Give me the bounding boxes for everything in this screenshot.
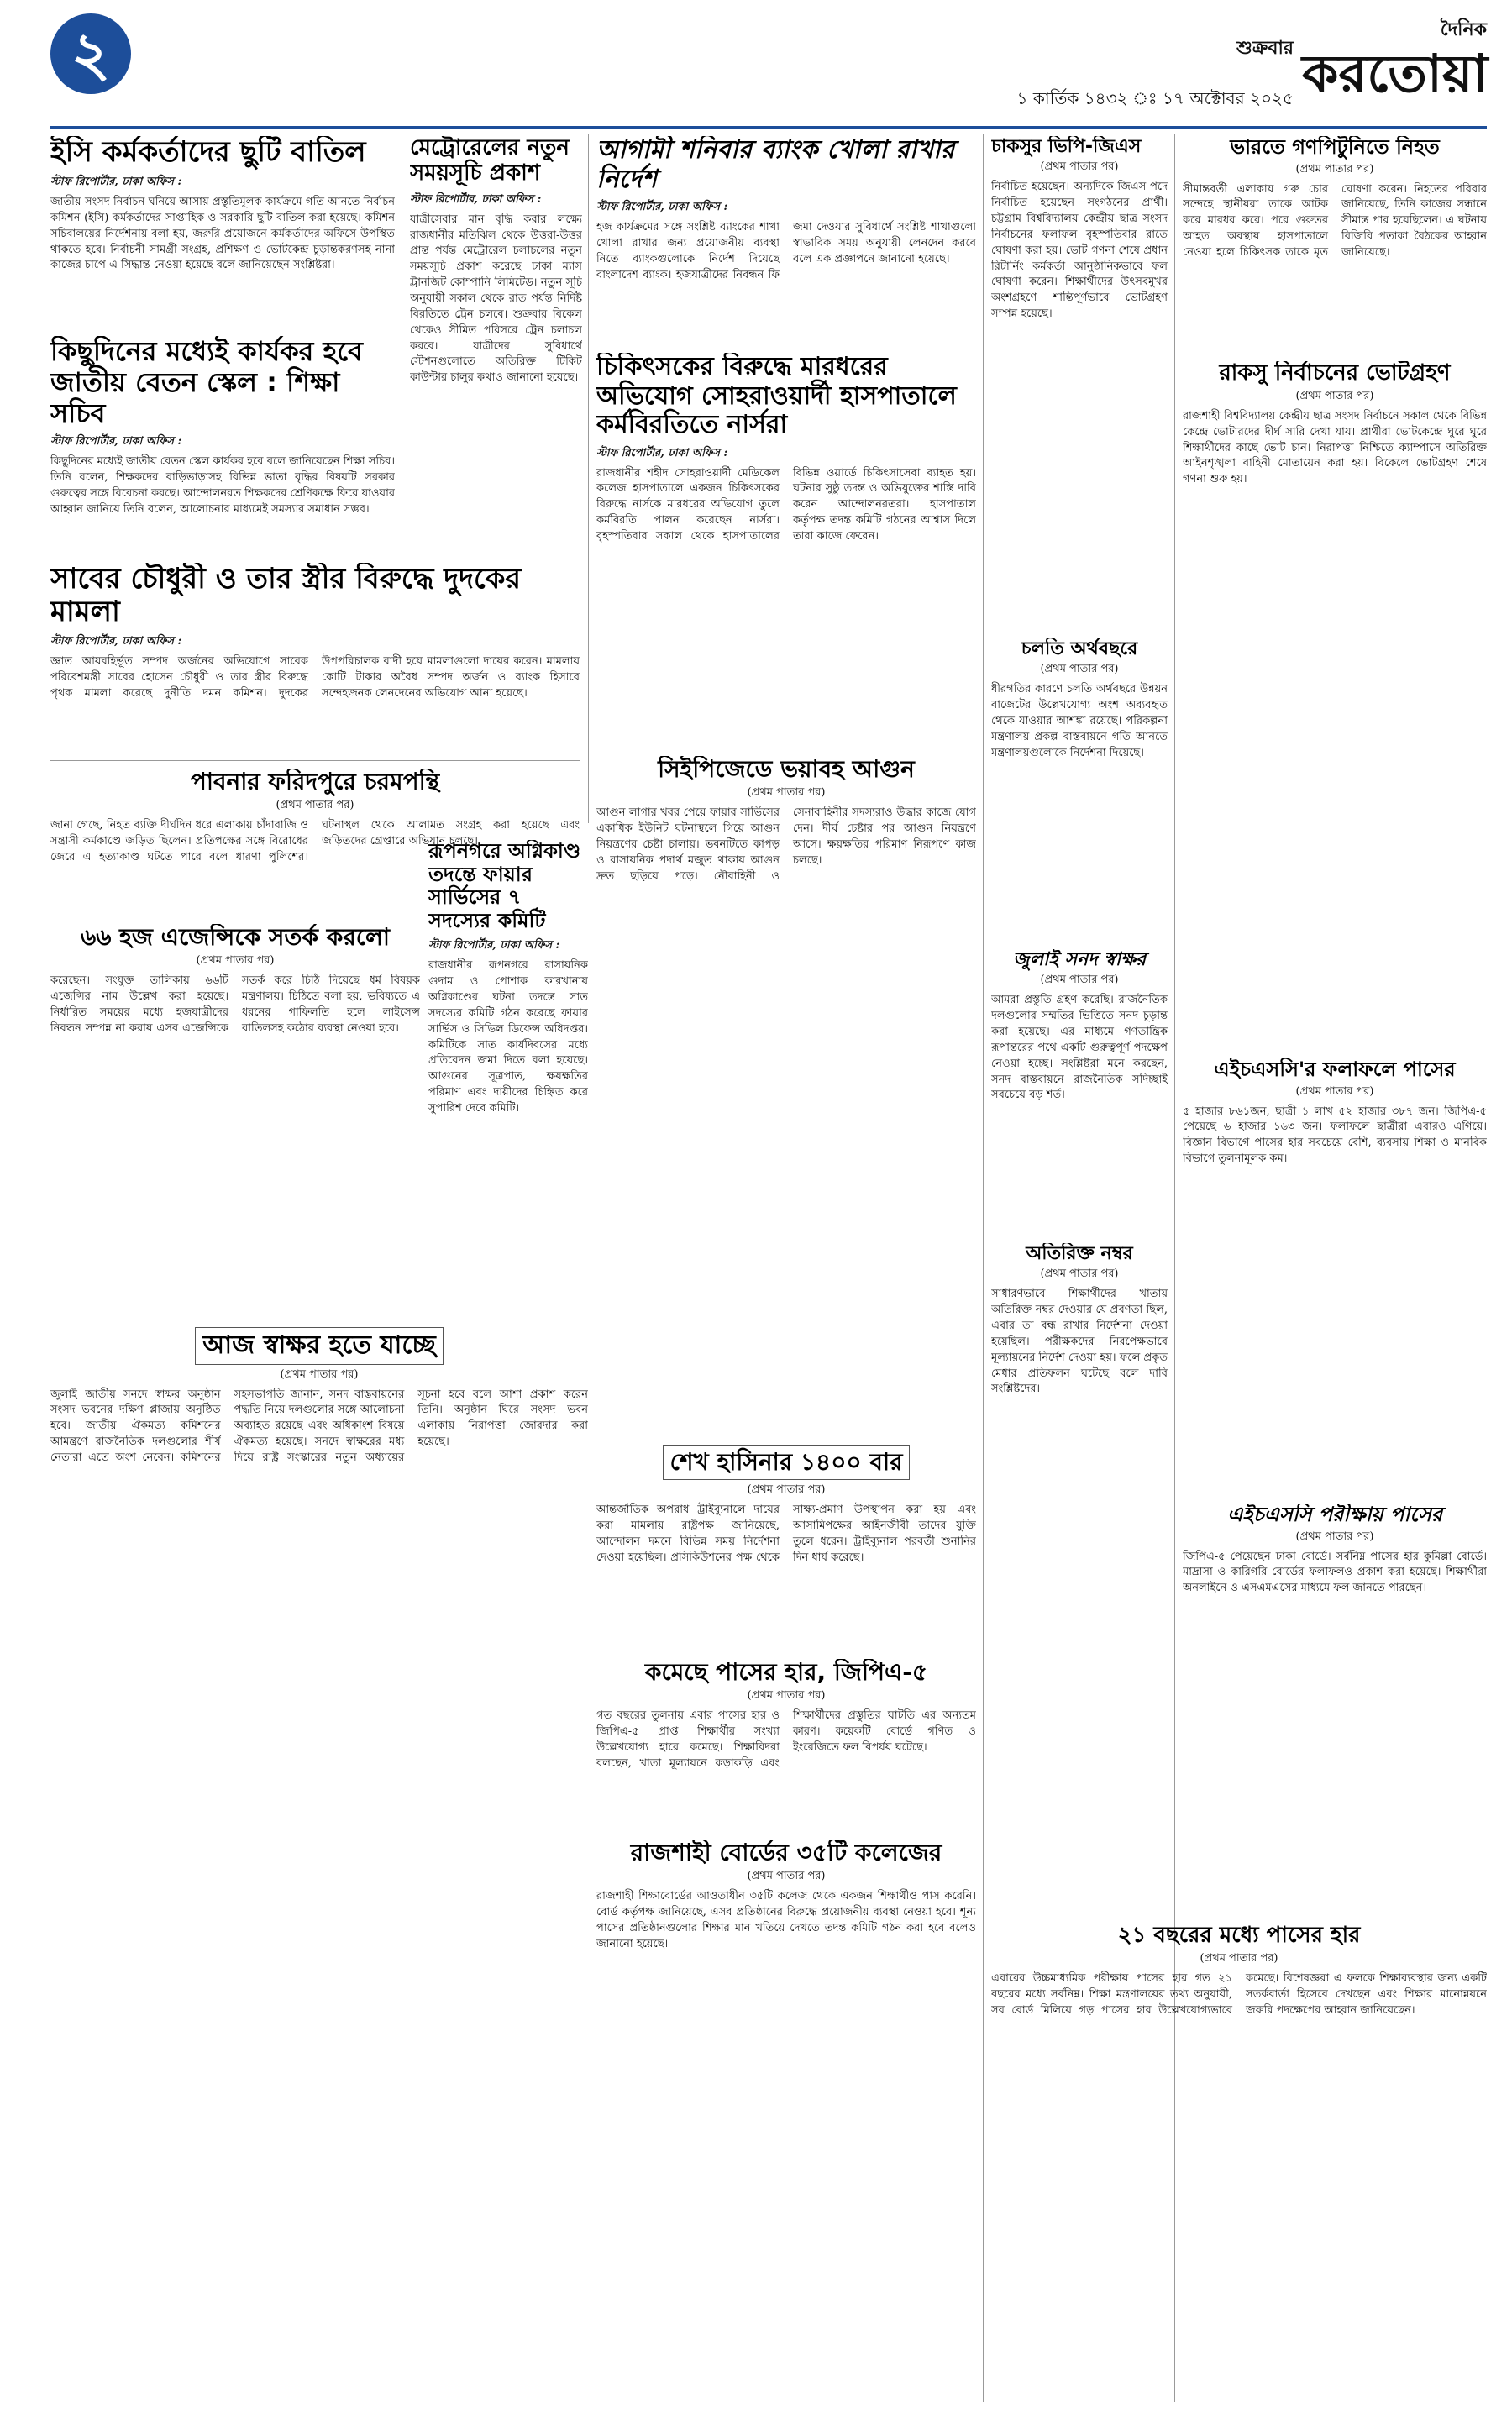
headline: এইচএসসি পরীক্ষায় পাসের bbox=[1226, 1504, 1443, 1526]
article-rajshahi bbox=[596, 1840, 976, 2394]
article-hsc-exam bbox=[1183, 1504, 1487, 1924]
body-text: জুলাই জাতীয় সনদে স্বাক্ষর অনুষ্ঠান সংসদ ভবনের দক্ষিণ প্লাজায় অনুষ্ঠিত হবে। জাতীয় ঐকমত্য কমিশনের আমন্ত্রণে রাজনৈতিক দলগুলোর শীর্ষ নেতারা এতে অংশ নেবেন। কমিশনের সহসভাপতি জানান, সনদ বাস্তবায়নের পদ্ধতি নিয়ে দলগুলোর সঙ্গে আলোচনা অব্যাহত রয়েছে এবং অধিকাংশ বিষয়ে ঐকমত্য হয়েছে। সনদে স্বাক্ষরের মধ্য দিয়ে রাষ্ট্র সংস্কারের নতুন অধ্যায়ের সূচনা হবে বলে আশা প্রকাশ করেন তিনি। অনুষ্ঠান ঘিরে সংসদ ভবন এলাকায় নিরাপত্তা জোরদার করা হয়েছে। bbox=[50, 1388, 588, 1464]
continuation-note: (প্রথম পাতার পর) bbox=[747, 786, 826, 800]
continuation-note: (প্রথম পাতার পর) bbox=[747, 1870, 826, 1883]
body-text: সীমান্তবর্তী এলাকায় গরু চোর সন্দেহে স্থানীয়রা তাকে আটক করে মারধর করে। পরে গুরুতর আহত অবস্থায় হাসপাতালে নেওয়া হলে চিকিৎসক তাকে মৃত ঘোষণা করেন। নিহতের পরিবার জানিয়েছে, তিনি কাজের সন্ধানে সীমান্ত পার হয়েছিলেন। এ ঘটনায় বিজিবি পতাকা বৈঠকের আহ্বান জানিয়েছে। bbox=[1183, 182, 1487, 259]
headline: শেখ হাসিনার ১৪০০ বার bbox=[663, 1445, 911, 1480]
headline: ইসি কর্মকর্তাদের ছুটি বাতিল bbox=[50, 136, 366, 169]
byline: স্টাফ রিপোর্টার, ঢাকা অফিস : bbox=[50, 635, 182, 648]
headline: ভারতে গণপিটুনিতে নিহত bbox=[1230, 136, 1440, 159]
continuation-note: (প্রথম পাতার পর) bbox=[1040, 1267, 1119, 1281]
headline: আজ স্বাক্ষর হতে যাচ্ছে bbox=[195, 1327, 444, 1365]
headline: ৬৬ হজ এজেন্সিকে সতর্ক করলো bbox=[81, 924, 390, 951]
continuation-note: (প্রথম পাতার পর) bbox=[196, 954, 275, 968]
date-block bbox=[1017, 34, 1294, 114]
article-fire-committee bbox=[428, 840, 588, 1310]
headline: অতিরিক্ত নম্বর bbox=[1026, 1243, 1133, 1264]
section-divider bbox=[50, 760, 580, 761]
headline: পাবনার ফরিদপুরে চরমপন্থি bbox=[190, 769, 440, 795]
headline: সাবের চৌধুরী ও তার স্ত্রীর বিরুদ্ধে দুদকের মামলা bbox=[50, 563, 522, 629]
article-extra-marks bbox=[991, 1243, 1168, 1831]
continuation-note: (প্রথম পাতার পর) bbox=[1040, 974, 1119, 987]
article-pay-scale bbox=[50, 336, 395, 546]
body-text: এবারের উচ্চমাধ্যমিক পরীক্ষায় পাসের হার গত ২১ বছরের মধ্যে সর্বনিম্ন। শিক্ষা মন্ত্রণালয়ের তথ্য অনুযায়ী, সব বোর্ড মিলিয়ে গড় পাসের হার উল্লেখযোগ্যভাবে কমেছে। বিশেষজ্ঞরা এ ফলকে শিক্ষাব্যবস্থার জন্য একটি সতর্কবার্তা হিসেবে দেখছেন এবং শিক্ষার মানোন্নয়নে জরুরি পদক্ষেপের আহ্বান জানিয়েছেন। bbox=[991, 1971, 1487, 2017]
body-text: ধীরগতির কারণে চলতি অর্থবছরে উন্নয়ন বাজেটের উল্লেখযোগ্য অংশ অব্যবহৃত থেকে যাওয়ার আশঙ্কা রয়েছে। পরিকল্পনা মন্ত্রণালয় প্রকল্প বাস্তবায়নে গতি আনতে মন্ত্রণালয়গুলোকে নির্দেশনা দিয়েছে। bbox=[991, 683, 1168, 759]
article-hajj bbox=[50, 924, 420, 1294]
byline: স্টাফ রিপোর্টার, ঢাকা অফিস : bbox=[50, 176, 182, 189]
byline: স্টাফ রিপোর্টার, ঢাকা অফিস : bbox=[596, 446, 728, 459]
headline: রাজশাহী বোর্ডের ৩৫টি কলেজের bbox=[630, 1840, 942, 1866]
body-text: জ্ঞাত আয়বহির্ভূত সম্পদ অর্জনের অভিযোগে সাবেক পরিবেশমন্ত্রী সাবের হোসেন চৌধুরী ও তার স্ত্রীর বিরুদ্ধে পৃথক মামলা করেছে দুর্নীতি দমন কমিশন। দুদকের উপপরিচালক বাদী হয়ে মামলাগুলো দায়ের করেন। মামলায় কোটি টাকার অবৈধ সম্পদ অর্জন ও ব্যাংক হিসাবে সন্দেহজনক লেনদেনের অভিযোগ আনা হয়েছে। bbox=[50, 655, 580, 700]
continuation-note: (প্রথম পাতার পর) bbox=[747, 1483, 826, 1497]
body-text: জিপিএ-৫ পেয়েছেন ঢাকা বোর্ডে। সর্বনিম্ন পাসের হার কুমিল্লা বোর্ডে। মাদ্রাসা ও কারিগরি বোর্ডের ফলাফলও প্রকাশ করা হয়েছে। শিক্ষার্থীরা অনলাইনে ও এসএমএসের মাধ্যমে ফল জানতে পারছেন। bbox=[1183, 1550, 1487, 1595]
headline: সিইপিজেডে ভয়াবহ আগুন bbox=[658, 756, 915, 783]
body-text: সাধারণভাবে শিক্ষার্থীদের খাতায় অতিরিক্ত নম্বর দেওয়ার যে প্রবণতা ছিল, এবার তা বন্ধ রাখার নির্দেশনা দেওয়া হয়েছিল। পরীক্ষকদের নিরপেক্ষভাবে মূল্যায়নের নির্দেশ দেওয়া হয়। ফলে প্রকৃত মেধার প্রতিফলন ঘটেছে বলে দাবি সংশ্লিষ্টদের। bbox=[991, 1288, 1168, 1396]
continuation-note: (প্রথম পাতার পর) bbox=[280, 1367, 359, 1381]
article-india-killed bbox=[1183, 136, 1487, 346]
body-text: রাজধানীর শহীদ সোহরাওয়ার্দী মেডিকেল কলেজ হাসপাতালে একজন চিকিৎসকের বিরুদ্ধে নার্সকে মারধরের অভিযোগ তুলে কর্মবিরতি পালন করেছেন নার্সরা। বৃহস্পতিবার সকাল থেকে হাসপাতালের বিভিন্ন ওয়ার্ডে চিকিৎসাসেবা ব্যাহত হয়। ঘটনার সুষ্ঠু তদন্ত ও অভিযুক্তের শাস্তি দাবি করেন আন্দোলনরতরা। হাসপাতাল কর্তৃপক্ষ তদন্ত কমিটি গঠনের আশ্বাস দিলে তারা কাজে ফেরেন। bbox=[596, 466, 976, 543]
article-cepz-fire bbox=[596, 756, 976, 1428]
body-text: ৫ হাজার ৮৬১জন, ছাত্রী ১ লাখ ৫২ হাজার ৩৮৭ জন। জিপিএ-৫ পেয়েছে ৬ হাজার ১৬৩ জন। ফলাফলে ছাত্রীরা এবারও এগিয়ে। বিজ্ঞান বিভাগে পাসের হার সবচেয়ে বেশি, ব্যবসায় শিক্ষা ও মানবিক বিভাগে তুলনামূলক কম। bbox=[1183, 1105, 1487, 1166]
body-text: রাজশাহী শিক্ষাবোর্ডের আওতাধীন ৩৫টি কলেজ থেকে একজন শিক্ষার্থীও পাস করেনি। বোর্ড কর্তৃপক্ষ জানিয়েছে, এসব প্রতিষ্ঠানের বিরুদ্ধে প্রয়োজনীয় ব্যবস্থা নেওয়া হবে। শূন্য পাসের প্রতিষ্ঠানগুলোর শিক্ষার মান খতিয়ে দেখতে তদন্ত কমিটি গঠন করা হবে বলেও জানানো হয়েছে। bbox=[596, 1890, 976, 1950]
continuation-note: (প্রথম পাতার পর) bbox=[1040, 663, 1119, 676]
article-rakshu bbox=[1183, 361, 1487, 865]
body-text: রাজধানীর রূপনগরে রাসায়নিক গুদাম ও পোশাক কারখানায় অগ্নিকাণ্ডের ঘটনা তদন্তে সাত সদস্যের কমিটি গঠন করেছে ফায়ার সার্ভিস ও সিভিল ডিফেন্স অধিদপ্তর। কমিটিকে সাত কার্যদিবসের মধ্যে প্রতিবেদন জমা দিতে বলা হয়েছে। আগুনের সূত্রপাত, ক্ষয়ক্ষতির পরিমাণ এবং দায়ীদের চিহ্নিত করে সুপারিশ দেবে কমিটি। bbox=[428, 959, 588, 1115]
body-text: হজ কার্যক্রমের সঙ্গে সংশ্লিষ্ট ব্যাংকের শাখা খোলা রাখার জন্য প্রয়োজনীয় ব্যবস্থা নিতে ব্যাংকগুলোকে নির্দেশ দিয়েছে বাংলাদেশ ব্যাংক। হজযাত্রীদের নিবন্ধন ফি জমা দেওয়ার সুবিধার্থে সংশ্লিষ্ট শাখাগুলো স্বাভাবিক সময় অনুযায়ী লেনদেন করবে বলে এক প্রজ্ঞাপনে জানানো হয়েছে। bbox=[596, 221, 976, 281]
article-chakshu bbox=[991, 136, 1168, 623]
body-text: গত বছরের তুলনায় এবার পাসের হার ও জিপিএ-৫ প্রাপ্ত শিক্ষার্থীর সংখ্যা উল্লেখযোগ্য হারে কমেছে। শিক্ষাবিদরা বলছেন, খাতা মূল্যায়নে কড়াকড়ি এবং শিক্ষার্থীদের প্রস্তুতির ঘাটতি এর অন্যতম কারণ। কয়েকটি বোর্ডে গণিত ও ইংরেজিতে ফল বিপর্যয় ঘটেছে। bbox=[596, 1709, 976, 1770]
body-text: করেছেন। সংযুক্ত তালিকায় ৬৬টি এজেন্সির নাম উল্লেখ করা হয়েছে। নির্ধারিত সময়ের মধ্যে হজযাত্রীদের নিবন্ধন সম্পন্ন না করায় এসব এজেন্সিকে সতর্ক করে চিঠি দিয়েছে ধর্ম বিষয়ক মন্ত্রণালয়। চিঠিতে বলা হয়, ভবিষ্যতে এ ধরনের গাফিলতি হলে লাইসেন্স বাতিলসহ কঠোর ব্যবস্থা নেওয়া হবে। bbox=[50, 974, 420, 1035]
article-hsc-pass bbox=[1183, 1058, 1487, 1445]
headline: কমেছে পাসের হার, জিপিএ-৫ bbox=[644, 1659, 928, 1686]
headline: চাকসুর ভিপি-জিএস bbox=[991, 136, 1142, 157]
column-divider bbox=[588, 134, 589, 823]
continuation-note: (প্রথম পাতার পর) bbox=[1295, 1084, 1374, 1098]
headline: ২১ বছরের মধ্যে পাসের হার bbox=[1117, 1924, 1361, 1948]
body-text: যাত্রীসেবার মান বৃদ্ধি করার লক্ষ্যে রাজধানীর মতিঝিল থেকে উত্তরা-উত্তর প্রান্ত পর্যন্ত মেট্রোরেল চলাচলের নতুন সময়সূচি প্রকাশ করেছে ঢাকা ম্যাস ট্রানজিট কোম্পানি লিমিটেড। নতুন সূচি অনুযায়ী সকাল থেকে রাত পর্যন্ত নির্দিষ্ট বিরতিতে ট্রেন চলবে। শুক্রবার বিকেল থেকেও সীমিত পরিসরে ট্রেন চলাচল করবে। যাত্রীদের সুবিধার্থে স্টেশনগুলোতে অতিরিক্ত টিকিট কাউন্টার চালুর কথাও জানানো হয়েছে। bbox=[410, 213, 582, 385]
byline: স্টাফ রিপোর্টার, ঢাকা অফিস : bbox=[596, 201, 728, 213]
body-text: জানা গেছে, নিহত ব্যক্তি দীর্ঘদিন ধরে এলাকায় চাঁদাবাজি ও সন্ত্রাসী কর্মকাণ্ডে জড়িত ছিলেন। প্রতিপক্ষের সঙ্গে বিরোধের জেরে এ হত্যাকাণ্ড ঘটতে পারে বলে ধারণা পুলিশের। ঘটনাস্থল থেকে আলামত সংগ্রহ করা হয়েছে এবং জড়িতদের গ্রেপ্তারে অভিযান চলছে। bbox=[50, 819, 580, 863]
article-hasina bbox=[596, 1445, 976, 1646]
article-saber bbox=[50, 563, 580, 748]
continuation-note: (প্রথম পাতার পর) bbox=[276, 799, 354, 812]
masthead-rule bbox=[50, 126, 1487, 129]
byline: স্টাফ রিপোর্টার, ঢাকা অফিস : bbox=[50, 435, 182, 449]
continuation-note: (প্রথম পাতার পর) bbox=[1040, 160, 1119, 174]
article-doctor bbox=[596, 353, 976, 739]
logo-small-text: দৈনিক bbox=[1440, 19, 1487, 40]
headline: মেট্রোরেলের নতুন সময়সূচি প্রকাশ bbox=[410, 136, 570, 186]
article-pass-21-years bbox=[991, 1924, 1487, 2402]
column-divider bbox=[983, 134, 984, 2402]
article-ec-leave bbox=[50, 136, 395, 329]
article-chalti bbox=[991, 638, 1168, 932]
continuation-note: (প্রথম পাতার পর) bbox=[1295, 389, 1374, 402]
article-bank bbox=[596, 136, 976, 338]
continuation-note: (প্রথম পাতার পর) bbox=[1295, 1530, 1374, 1543]
body-text: কিছুদিনের মধ্যেই জাতীয় বেতন স্কেল কার্যকর হবে বলে জানিয়েছেন শিক্ষা সচিব। তিনি বলেন, শিক্ষকদের বাড়িভাড়াসহ বিভিন্ন ভাতা বৃদ্ধির বিষয়টি সরকার গুরুত্বের সঙ্গে বিবেচনা করছে। আন্দোলনরত শিক্ষকদের শ্রেণিকক্ষে ফিরে যাওয়ার আহ্বান জানিয়ে তিনি বলেন, আলোচনার মাধ্যমেই সমস্যার সমাধান সম্ভব। bbox=[50, 455, 395, 516]
article-gpa-decline bbox=[596, 1659, 976, 1827]
body-text: আন্তর্জাতিক অপরাধ ট্রাইব্যুনালে দায়ের করা মামলায় রাষ্ট্রপক্ষ জানিয়েছে, আন্দোলন দমনে বিভিন্ন সময় নির্দেশনা দেওয়া হয়েছিল। প্রসিকিউশনের পক্ষ থেকে সাক্ষ্য-প্রমাণ উপস্থাপন করা হয় এবং আসামিপক্ষের আইনজীবী তাদের যুক্তি তুলে ধরেন। ট্রাইব্যুনাল পরবর্তী শুনানির দিন ধার্য করেছে। bbox=[596, 1504, 976, 1564]
article-july-charter bbox=[991, 949, 1168, 1226]
newspaper-logo bbox=[1302, 15, 1487, 116]
continuation-note: (প্রথম পাতার পর) bbox=[747, 1689, 826, 1703]
byline: স্টাফ রিপোর্টার, ঢাকা অফিস : bbox=[410, 192, 542, 206]
headline: জুলাই সনদ স্বাক্ষর bbox=[1012, 949, 1147, 970]
body-text: জাতীয় সংসদ নির্বাচন ঘনিয়ে আসায় প্রস্তুতিমূলক কার্যক্রমে গতি আনতে নির্বাচন কমিশন (ইসি) কর্মকর্তাদের সাপ্তাহিক ও সরকারি ছুটি বাতিল করা হয়েছে। কমিশন সচিবালয়ের নির্দেশনায় বলা হয়, জরুরি প্রয়োজনে কর্মকর্তাদের অফিসে উপস্থিত থাকতে হবে। নির্বাচনী সামগ্রী সংগ্রহ, প্রশিক্ষণ ও ভোটকেন্দ্র চূড়ান্তকরণসহ নানা কাজের চাপে এ সিদ্ধান্ত নেওয়া হয়েছে বলে জানিয়েছেন সংশ্লিষ্টরা। bbox=[50, 196, 395, 272]
body-text: আগুন লাগার খবর পেয়ে ফায়ার সার্ভিসের একাধিক ইউনিট ঘটনাস্থলে গিয়ে আগুন নিয়ন্ত্রণের চেষ্টা চালায়। ভবনটিতে কাপড় ও রাসায়নিক পদার্থ মজুত থাকায় আগুন দ্রুত ছড়িয়ে পড়ে। নৌবাহিনী ও সেনাবাহিনীর সদস্যরাও উদ্ধার কাজে যোগ দেন। দীর্ঘ চেষ্টার পর আগুন নিয়ন্ত্রণে আসে। ক্ষয়ক্ষতির পরিমাণ নিরূপণে কাজ চলছে। bbox=[596, 806, 976, 883]
headline: রূপনগরে অগ্নিকাণ্ড তদন্তে ফায়ার সার্ভিসের ৭ সদস্যের কমিটি bbox=[428, 840, 581, 932]
article-sign-today bbox=[50, 1327, 588, 2402]
page-number-badge: ২ bbox=[50, 13, 131, 94]
byline: স্টাফ রিপোর্টার, ঢাকা অফিস : bbox=[428, 939, 560, 953]
continuation-note: (প্রথম পাতার পর) bbox=[1200, 1951, 1278, 1965]
headline: চিকিৎসকের বিরুদ্ধে মারধরের অভিযোগ সোহরাওয়ার্দী হাসপাতালে কর্মবিরতিতে নার্সরা bbox=[596, 353, 957, 439]
headline: এইচএসসি'র ফলাফলে পাসের bbox=[1214, 1058, 1456, 1081]
body-text: আমরা প্রস্তুতি গ্রহণ করেছি। রাজনৈতিক দলগুলোর সম্মতির ভিত্তিতে সনদ চূড়ান্ত করা হয়েছে। এর মাধ্যমে গণতান্ত্রিক রূপান্তরের পথে একটি গুরুত্বপূর্ণ পদক্ষেপ নেওয়া হচ্ছে। সংশ্লিষ্টরা মনে করছেন, সনদ বাস্তবায়নে রাজনৈতিক সদিচ্ছাই সবচেয়ে বড় শর্ত। bbox=[991, 994, 1168, 1102]
headline: চলতি অর্থবছরে bbox=[1021, 638, 1138, 659]
continuation-note: (প্রথম পাতার পর) bbox=[1295, 162, 1374, 176]
issue-date: ১ কার্তিক ১৪৩২ ঃ ১৭ অক্টোবর ২০২৫ bbox=[1016, 88, 1294, 108]
body-text: রাজশাহী বিশ্ববিদ্যালয় কেন্দ্রীয় ছাত্র সংসদ নির্বাচনে সকাল থেকে বিভিন্ন কেন্দ্রে ভোটারদের দীর্ঘ সারি দেখা যায়। প্রার্থীরা ভোটকেন্দ্রে ঘুরে ঘুরে শিক্ষার্থীদের কাছে ভোট চান। নিরাপত্তা নিশ্চিতে ক্যাম্পাসে অতিরিক্ত আইনশৃঙ্খলা বাহিনী মোতায়েন করা হয়। বিকেলে ভোটগ্রহণ শেষে গণনা শুরু হয়। bbox=[1183, 409, 1487, 486]
headline: কিছুদিনের মধ্যেই কার্যকর হবে জাতীয় বেতন স্কেল : শিক্ষা সচিব bbox=[50, 336, 363, 429]
logo-big-text: করতোয়া bbox=[1302, 43, 1488, 104]
headline: রাকসু নির্বাচনের ভোটগ্রহণ bbox=[1219, 361, 1451, 386]
body-text: নির্বাচিত হয়েছেন। অন্যদিকে জিএস পদে নির্বাচিত হয়েছেন সংগঠনের প্রার্থী। চট্টগ্রাম বিশ্ববিদ্যালয় কেন্দ্রীয় ছাত্র সংসদ নির্বাচনের ফলাফল বৃহস্পতিবার রাতে ঘোষণা করা হয়। ভোট গণনা শেষে প্রধান রিটার্নিং কর্মকর্তা আনুষ্ঠানিকভাবে ফল ঘোষণা করেন। শিক্ষার্থীদের উৎসবমুখর অংশগ্রহণে শান্তিপূর্ণভাবে ভোটগ্রহণ সম্পন্ন হয়েছে। bbox=[991, 181, 1168, 321]
weekday: শুক্রবার bbox=[1236, 38, 1294, 59]
headline: আগামী শনিবার ব্যাংক খোলা রাখার নির্দেশ bbox=[596, 136, 955, 194]
